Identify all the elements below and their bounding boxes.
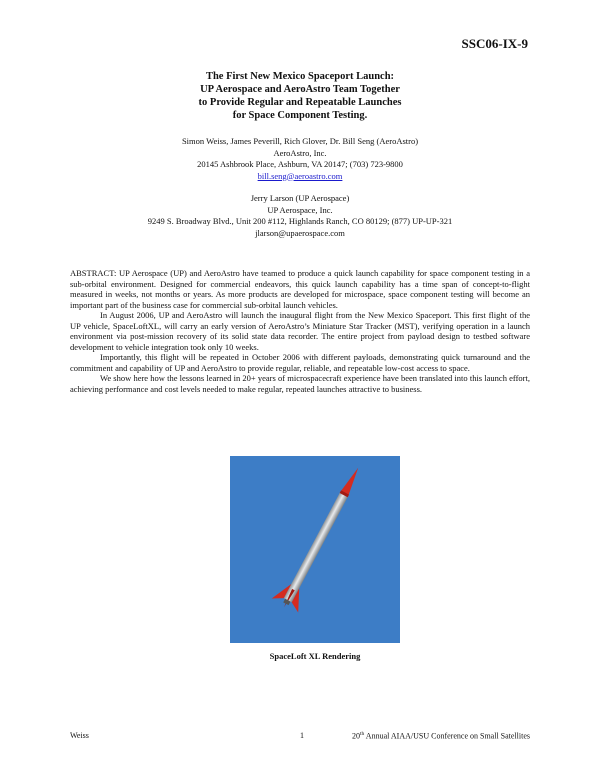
title-line-2: UP Aerospace and AeroAstro Team Together [200,84,400,95]
page-footer [70,731,530,743]
author-block-up-aerospace [0,193,600,239]
abstract [70,268,530,394]
figure-caption: SpaceLoft XL Rendering [269,651,361,661]
author-email: jlarson@upaerospace.com [255,227,345,238]
abstract-paragraph-3: Importantly, this flight will be repeated in October 2006 with different payloads, demonstrating quick turnaround and the commitment and capability of UP and AeroAstro to provide regular, reliable, and repeatable low-cost access to space. [70,352,530,373]
author-block-aeroastro [0,136,600,182]
author-org: AeroAstro, Inc. [273,147,327,158]
author-names: Jerry Larson (UP Aerospace) [250,193,350,203]
footer-conference: 20th Annual AIAA/USU Conference on Small Satellites [351,731,530,741]
rocket-body [284,492,348,602]
author-address: 20145 Ashbrook Place, Ashburn, VA 20147; (703) 723-9800 [197,159,403,169]
footer-page-number: 1 [300,731,304,740]
abstract-paragraph-4: We show here how the lessons learned in 20+ years of microspacecraft experience have been translated into this launch effort, achieving performance and cost levels needed to make regular, repeated launches attractive to business. [70,373,530,394]
abstract-paragraph-2: In August 2006, UP and AeroAstro will launch the inaugural flight from the New Mexico Spaceport. This first flight of the UP vehicle, SpaceLoftXL, will carry an early version of AeroAstro’s Miniature Star Tracker (MST), verifying operation in a launch environment via post-mission recovery of its solid state data recorder. The entire project from payload design to testbed software development to vehicle integration took only 10 weeks. [70,310,530,352]
author-org: UP Aerospace, Inc. [267,204,333,215]
footer-author: Weiss [70,731,89,740]
paper-id: SSC06-IX-9 [461,36,528,51]
title-line-3: to Provide Regular and Repeatable Launches [198,97,402,108]
author-email-link[interactable]: bill.seng@aeroastro.com [257,170,343,181]
title-line-4: for Space Component Testing. [232,110,368,121]
title-line-1: The First New Mexico Spaceport Launch: [205,71,395,82]
paper-title [0,70,600,122]
author-names: Simon Weiss, James Peverill, Rich Glover, Dr. Bill Seng (AeroAstro) [181,136,419,146]
rocket-rendering-image [230,456,400,643]
author-address: 9249 S. Broadway Blvd., Unit 200 #112, Highlands Ranch, CO 80129; (877) UP-UP-321 [147,216,453,226]
abstract-paragraph-1: ABSTRACT: UP Aerospace (UP) and AeroAstro have teamed to produce a quick launch capability for space component testing in a sub-orbital environment. Designed for commercial endeavors, this quick launch capability has a time span of concept-to-flight measured in weeks, not months or years. As more products are developed for microspace, space component testing will become an important part of the business case for commercial sub-orbital launch vehicles. [70,268,530,310]
rocket-figure [230,456,400,643]
